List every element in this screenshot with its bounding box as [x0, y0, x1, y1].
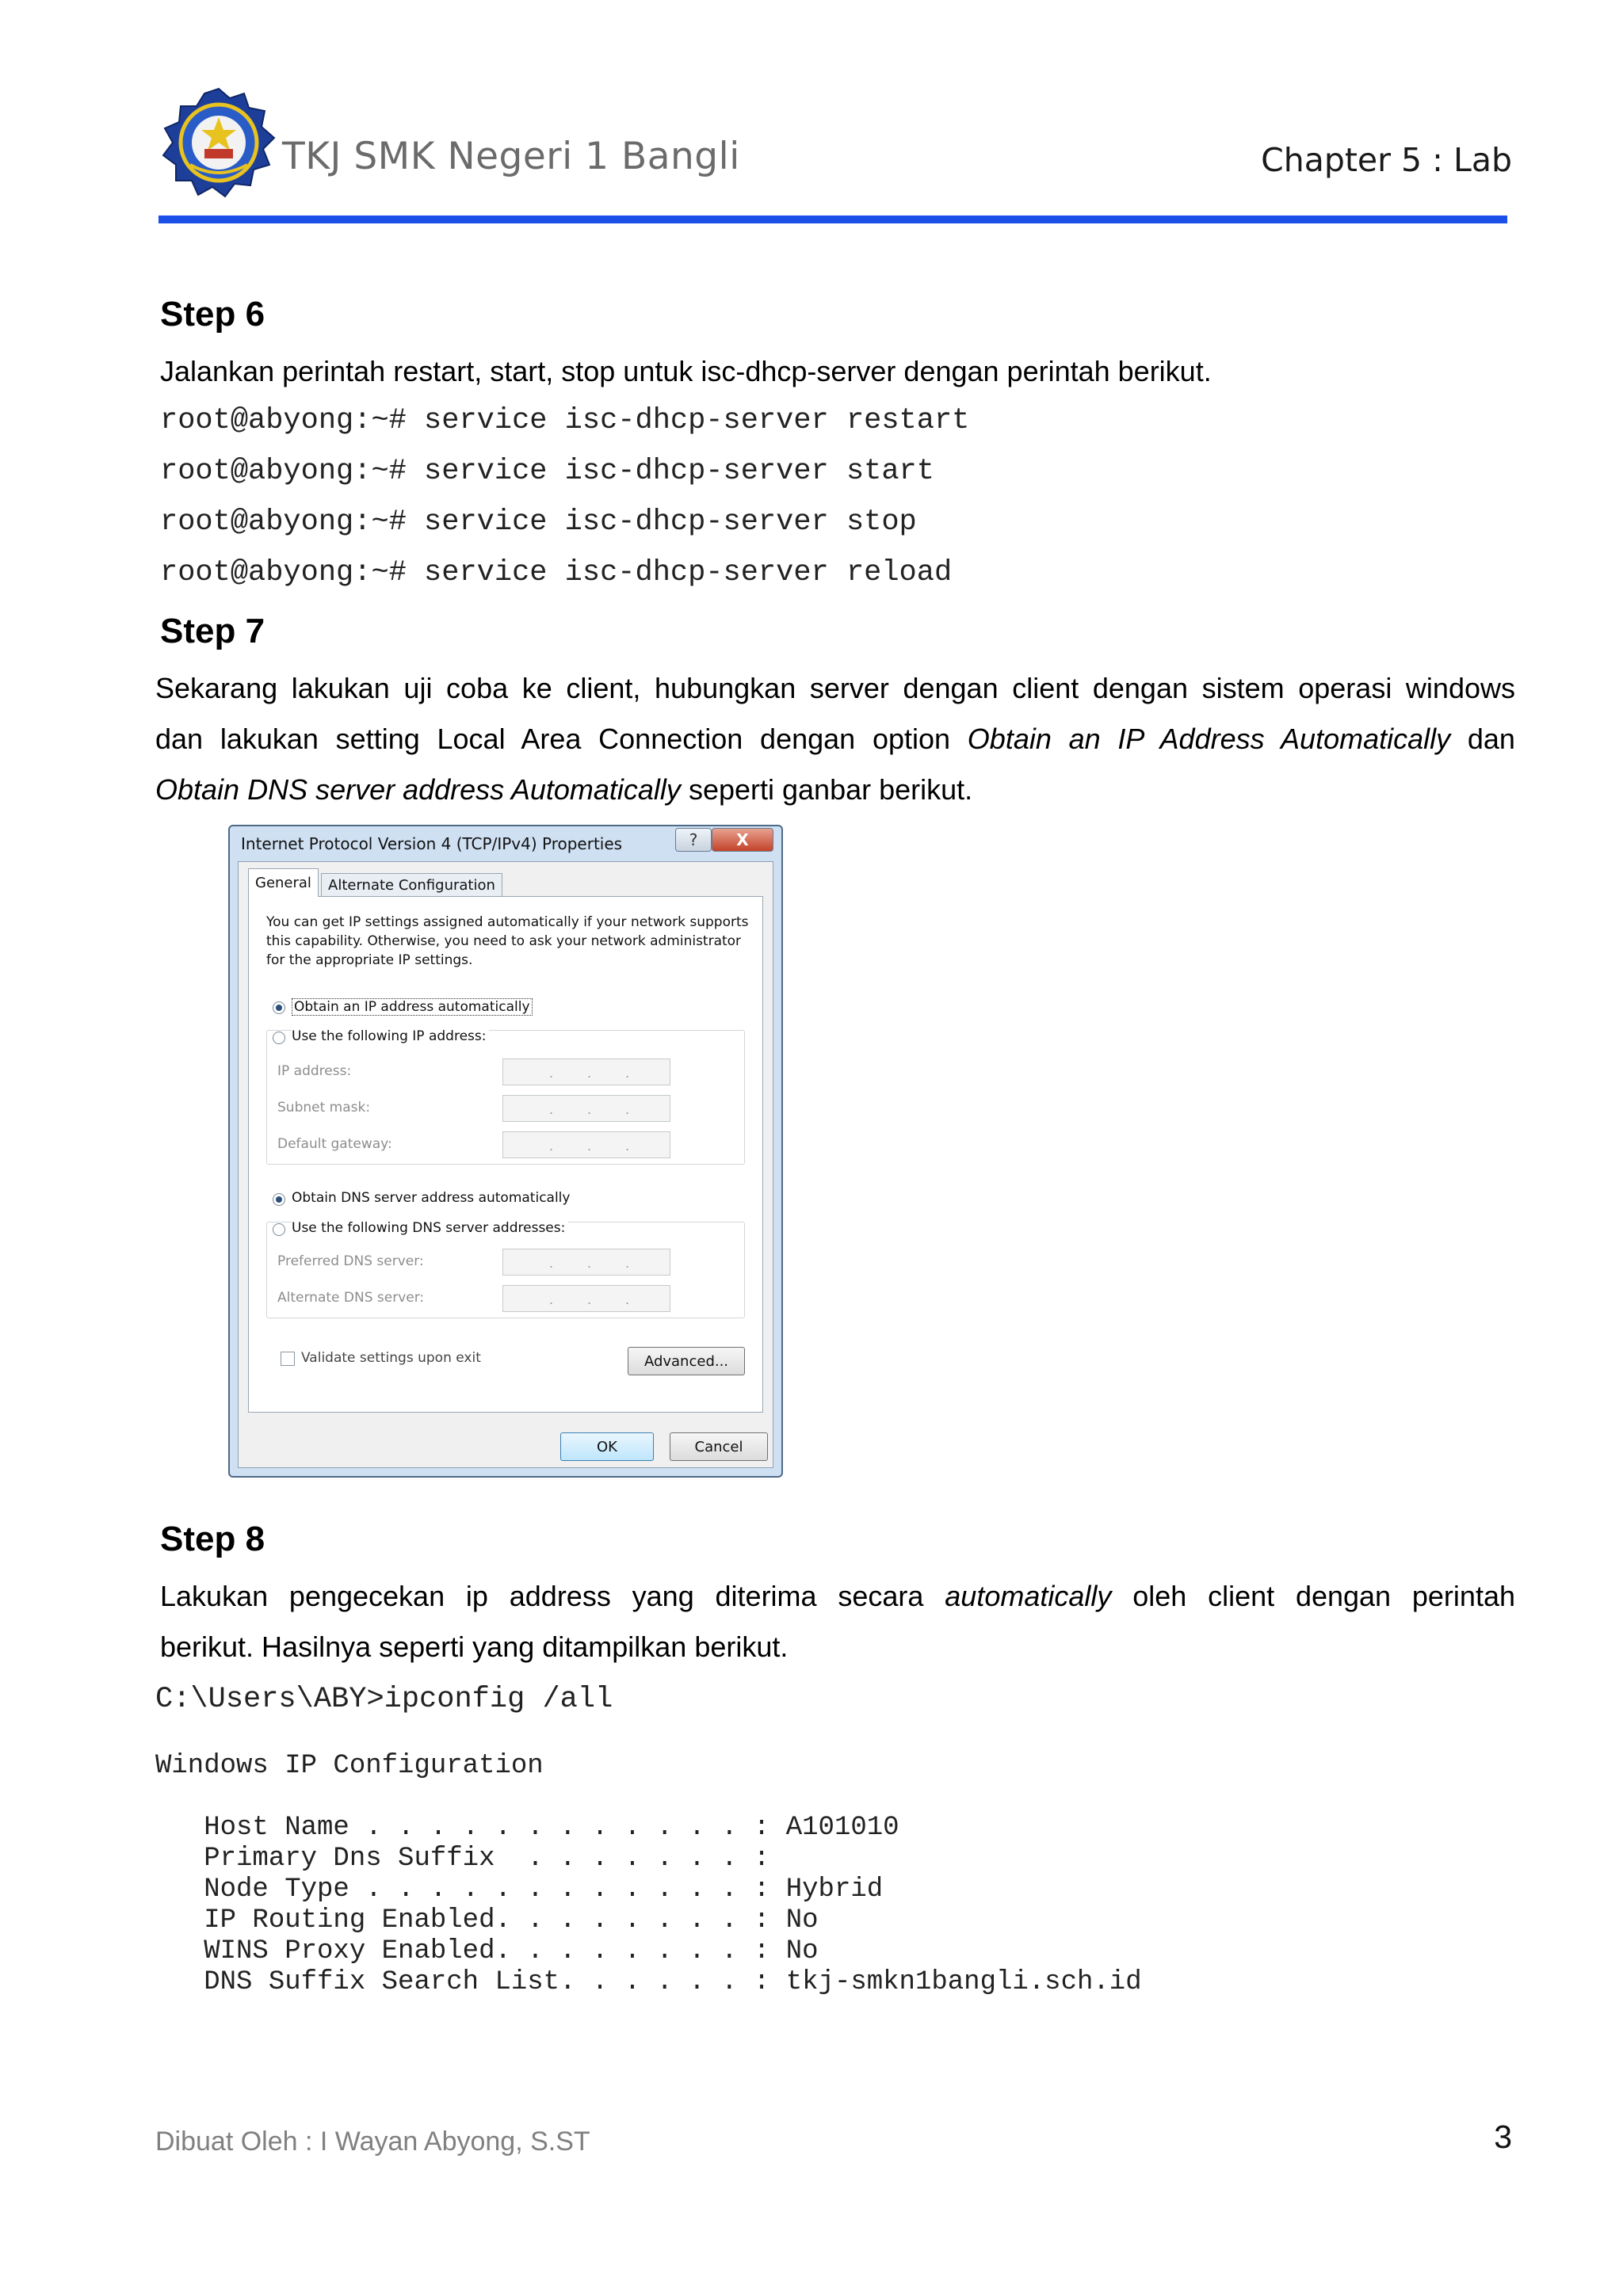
command-line: root@abyong:~# service isc-dhcp-server start	[160, 455, 934, 488]
step8-line1	[160, 1580, 1515, 1613]
tab-alternate-configuration[interactable]: Alternate Configuration	[321, 873, 502, 897]
obtain-dns-radio[interactable]	[273, 1193, 285, 1206]
description-line: You can get IP settings assigned automatically if your network supports	[266, 914, 749, 930]
validate-checkbox[interactable]	[281, 1352, 295, 1366]
step6-heading: Step 6	[160, 295, 265, 334]
use-dns-radio[interactable]	[273, 1223, 285, 1236]
page-number: 3	[1494, 2119, 1512, 2155]
preferred-dns-label: Preferred DNS server:	[277, 1253, 424, 1269]
output-line: DNS Suffix Search List. . . . . . : tkj-smkn1bangli.sch.id	[155, 1967, 1142, 1997]
output-line: Primary Dns Suffix . . . . . . . :	[155, 1844, 770, 1874]
ipv4-properties-dialog	[228, 825, 783, 1478]
tab-general[interactable]: General	[248, 868, 319, 897]
description-line: this capability. Otherwise, you need to ask your network administrator	[266, 933, 742, 949]
step7-line2-tail: dan	[1467, 723, 1515, 755]
advanced-button[interactable]: Advanced...	[628, 1347, 745, 1375]
output-line: Host Name . . . . . . . . . . . . : A101010	[155, 1813, 899, 1843]
step7-line3	[155, 773, 972, 807]
subnet-mask-label: Subnet mask:	[277, 1100, 371, 1116]
command-line: root@abyong:~# service isc-dhcp-server stop	[160, 505, 917, 539]
obtain-ip-label[interactable]: Obtain an IP address automatically	[292, 998, 533, 1016]
use-ip-label[interactable]: Use the following IP address:	[292, 1028, 489, 1044]
dialog-title: Internet Protocol Version 4 (TCP/IPv4) Properties	[241, 834, 623, 853]
step7-heading: Step 7	[160, 612, 265, 650]
step8-line2: berikut. Hasilnya seperti yang ditampilkan berikut.	[160, 1630, 789, 1663]
output-line: Node Type . . . . . . . . . . . . : Hybrid	[155, 1875, 884, 1905]
validate-label: Validate settings upon exit	[301, 1350, 481, 1366]
use-dns-label[interactable]: Use the following DNS server addresses:	[292, 1220, 568, 1236]
obtain-dns-label[interactable]: Obtain DNS server address automatically	[292, 1190, 571, 1206]
preferred-dns-input[interactable]: . . .	[502, 1249, 670, 1276]
step8-heading: Step 8	[160, 1520, 265, 1558]
output-title: Windows IP Configuration	[155, 1751, 544, 1781]
step6-text: Jalankan perintah restart, start, stop untuk isc-dhcp-server dengan perintah berikut.	[160, 355, 1212, 387]
ipconfig-command: C:\Users\ABY>ipconfig /all	[155, 1683, 613, 1716]
output-line: WINS Proxy Enabled. . . . . . . . : No	[155, 1936, 819, 1966]
ok-button[interactable]: OK	[560, 1432, 654, 1461]
alternate-dns-label: Alternate DNS server:	[277, 1290, 425, 1306]
step7-line1: Sekarang lakukan uji coba ke client, hubungkan server dengan client dengan sistem operasi windows	[155, 672, 1515, 704]
alternate-dns-input[interactable]: . . .	[502, 1285, 670, 1312]
step8-line1-text: Lakukan pengecekan ip address yang diterima secara	[160, 1580, 924, 1612]
step7-line2	[155, 723, 1515, 756]
close-button[interactable]: X	[712, 828, 773, 852]
command-line: root@abyong:~# service isc-dhcp-server reload	[160, 556, 953, 589]
default-gateway-input[interactable]: . . .	[502, 1131, 670, 1158]
subnet-mask-input[interactable]: . . .	[502, 1095, 670, 1122]
output-line: IP Routing Enabled. . . . . . . . : No	[155, 1905, 819, 1936]
use-ip-radio[interactable]	[273, 1032, 285, 1044]
general-tab-panel	[248, 896, 763, 1413]
chapter-label: Chapter 5 : Lab	[1261, 141, 1512, 179]
cancel-button[interactable]: Cancel	[670, 1432, 768, 1461]
ip-address-input[interactable]: . . .	[502, 1058, 670, 1085]
page-title: TKJ SMK Negeri 1 Bangli	[282, 135, 740, 178]
dialog-body	[238, 861, 773, 1468]
step7-line3-tail: seperti ganbar berikut.	[688, 773, 973, 806]
footer-author: Dibuat Oleh : I Wayan Abyong, S.ST	[155, 2126, 590, 2157]
obtain-ip-radio[interactable]	[273, 1001, 285, 1014]
step8-line1-tail: oleh client dengan perintah	[1132, 1580, 1515, 1612]
step8-automatically: automatically	[945, 1580, 1112, 1612]
default-gateway-label: Default gateway:	[277, 1136, 392, 1152]
description-line: for the appropriate IP settings.	[266, 952, 473, 968]
ip-address-label: IP address:	[277, 1063, 352, 1079]
school-crest-icon	[158, 86, 279, 200]
step7-option-dns: Obtain DNS server address Automatically	[155, 773, 681, 806]
command-line: root@abyong:~# service isc-dhcp-server restart	[160, 404, 970, 437]
help-button[interactable]: ?	[675, 828, 712, 852]
step7-line2-text: dan lakukan setting Local Area Connection dengan option	[155, 723, 951, 755]
header-divider	[158, 215, 1507, 223]
step7-option-ip: Obtain an IP Address Automatically	[967, 723, 1451, 755]
